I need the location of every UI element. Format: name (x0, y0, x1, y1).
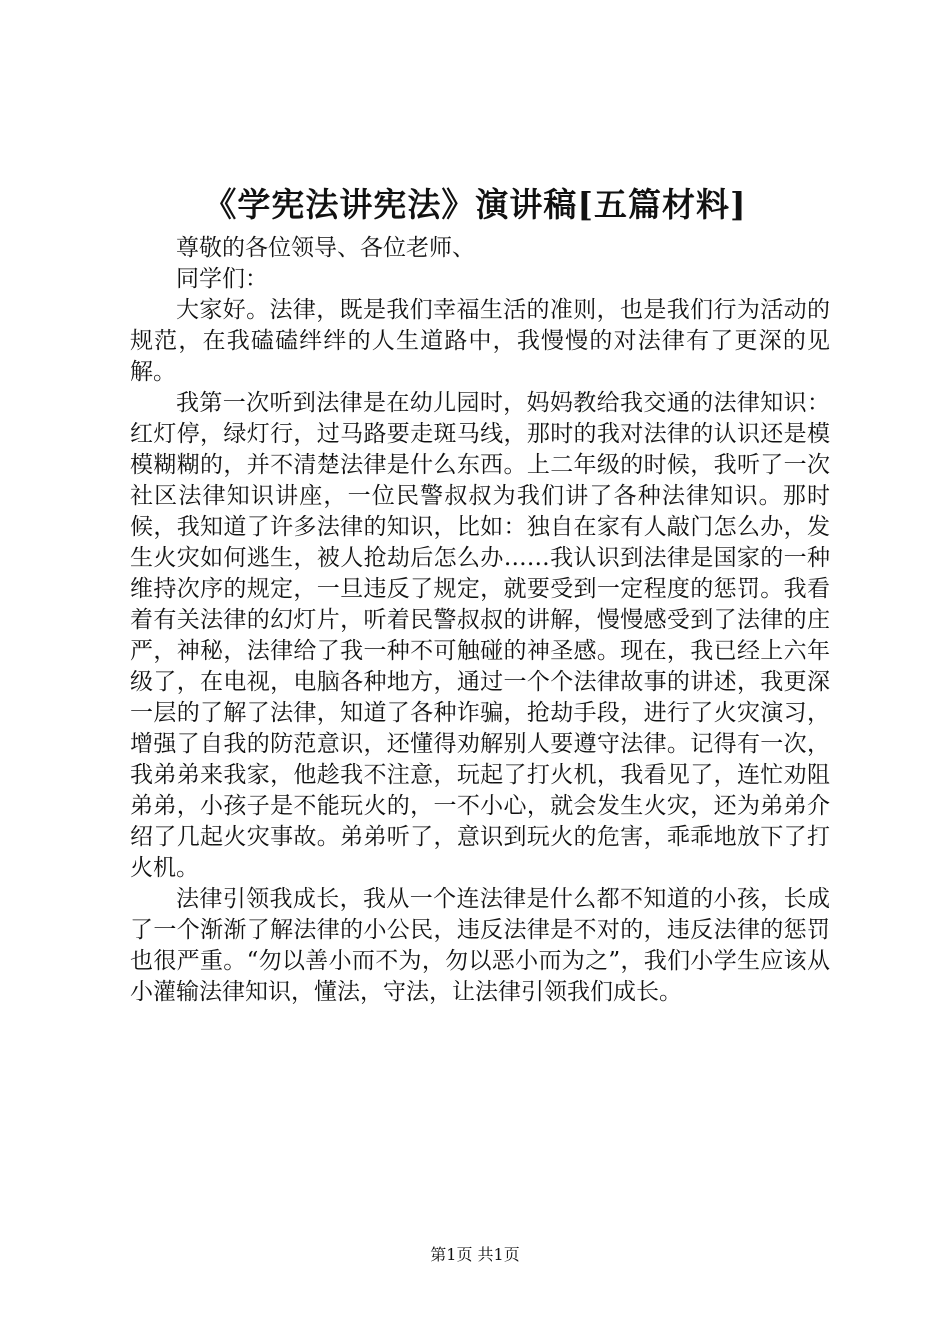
page-footer: 第1页 共1页 (430, 1245, 520, 1264)
document-title: 《学宪法讲宪法》演讲稿[五篇材料] (203, 185, 747, 224)
paragraph-intro: 大家好。法律，既是我们幸福生活的准则，也是我们行为活动的规范，在我磕磕绊绊的人生道路中，我慢慢的对法律有了更深的见解。 (130, 297, 830, 385)
paragraph-conclusion: 法律引领我成长，我从一个连法律是什么都不知道的小孩，长成了一个渐渐了解法律的小公民，违反法律是不对的，违反法律的惩罚也很严重。“勿以善小而不为，勿以恶小而为之”，我们小学生应该从小灌输法律知识，懂法，守法，让法律引领我们成长。 (130, 886, 830, 1005)
document-body (130, 233, 830, 1008)
paragraph-story: 我第一次听到法律是在幼儿园时，妈妈教给我交通的法律知识：红灯停，绿灯行，过马路要走斑马线，那时的我对法律的认识还是模模糊糊的，并不清楚法律是什么东西。上二年级的时候，我听了一次社区法律知识讲座，一位民警叔叔为我们讲了各种法律知识。那时候，我知道了许多法律的知识，比如：独自在家有人敲门怎么办，发生火灾如何逃生，被人抢劫后怎么办……我认识到法律是国家的一种维持次序的规定，一旦违反了规定，就要受到一定程度的惩罚。我看着有关法律的幻灯片，听着民警叔叔的讲解，慢慢感受到了法律的庄严，神秘，法律给了我一种不可触碰的神圣感。现在，我已经上六年级了，在电视，电脑各种地方，通过一个个法律故事的讲述，我更深一层的了解了法律，知道了各种诈骗，抢劫手段，进行了火灾演习，增强了自我的防范意识，还懂得劝解别人要遵守法律。记得有一次，我弟弟来我家，他趁我不注意，玩起了打火机，我看见了，连忙劝阻弟弟，小孩子是不能玩火的，一不小心，就会发生火灾，还为弟弟介绍了几起火灾事故。弟弟听了，意识到玩火的危害，乖乖地放下了打火机。 (130, 390, 830, 881)
salutation-line-2: 同学们： (176, 266, 268, 292)
salutation-line-1: 尊敬的各位领导、各位老师、 (176, 235, 475, 261)
